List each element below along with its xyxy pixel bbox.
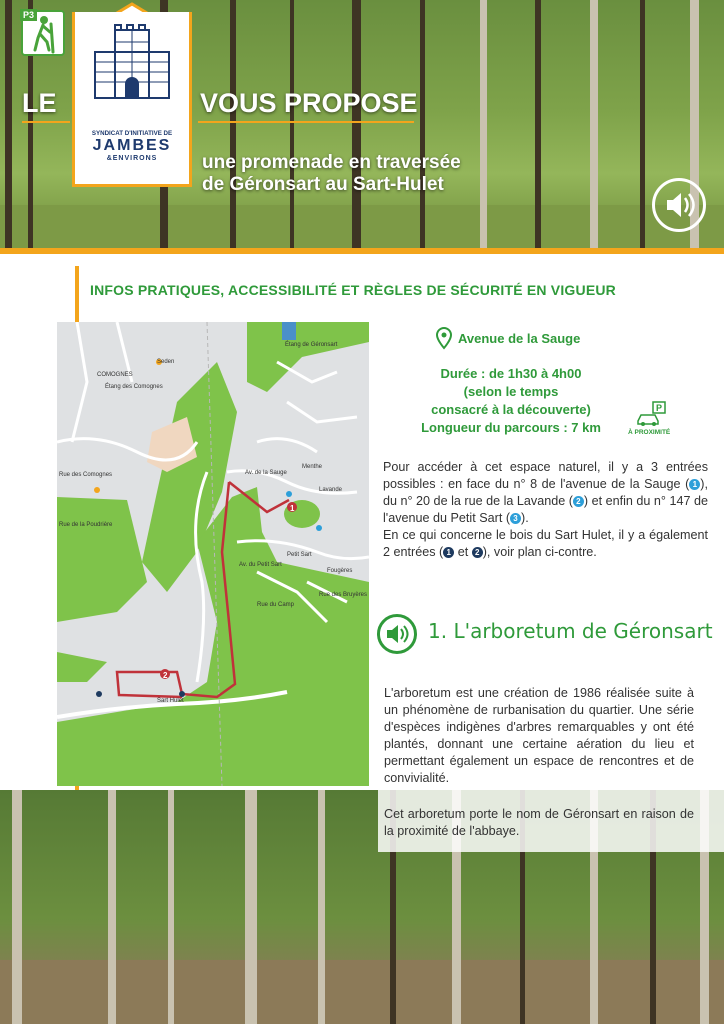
le-word: LE bbox=[22, 88, 57, 118]
vous-propose-title: VOUS PROPOSE bbox=[200, 88, 418, 118]
access-paragraph bbox=[383, 459, 708, 561]
logo-org-line3: &ENVIRONS bbox=[106, 155, 158, 162]
map-label: Av. de la Sauge bbox=[245, 470, 287, 476]
arboretum-title: 1. L'arboretum de Géronsart bbox=[428, 619, 713, 643]
map-label: Petit Sart bbox=[287, 552, 312, 558]
access-text: ). bbox=[521, 511, 529, 525]
logo-org-line1: SYNDICAT D'INITIATIVE DE bbox=[91, 130, 173, 137]
map-marker: 1 bbox=[290, 504, 295, 513]
parking-label: À PROXIMITÉ bbox=[628, 429, 671, 436]
access-text: et bbox=[454, 545, 472, 559]
address: Avenue de la Sauge bbox=[458, 331, 581, 346]
arboretum-audio-button[interactable] bbox=[377, 614, 417, 654]
access-text: ), du n° 20 de la rue de la Lavande ( bbox=[383, 477, 708, 508]
map-label: Étang des Comognes bbox=[105, 384, 163, 390]
speaker-icon bbox=[655, 181, 703, 229]
map-label: Lavande bbox=[319, 487, 343, 493]
logo bbox=[72, 12, 192, 187]
map-label: Sart Hulet bbox=[157, 698, 184, 704]
section-heading: INFOS PRATIQUES, ACCESSIBILITÉ ET RÈGLES DE SÉCURITÉ EN VIGUEUR bbox=[90, 282, 616, 298]
duration-line3: consacré à la découverte) bbox=[431, 402, 591, 417]
map-label: Menthe bbox=[302, 464, 323, 470]
duration-line1: Durée : de 1h30 à 4h00 bbox=[440, 366, 582, 381]
speaker-icon bbox=[380, 617, 414, 651]
p3-badge: P3 bbox=[20, 9, 37, 21]
badge: 2 bbox=[573, 496, 584, 507]
access-text: En ce qui concerne le bois du Sart Hulet, il y a également 2 entrées ( bbox=[383, 528, 708, 559]
parking-letter: P bbox=[656, 403, 663, 413]
badge: 3 bbox=[510, 513, 521, 524]
location-pin-icon bbox=[434, 326, 454, 350]
map-label: Fougères bbox=[327, 568, 353, 574]
map-label: COMOGNES bbox=[97, 372, 133, 378]
route-length: Longueur du parcours : 7 km bbox=[421, 420, 601, 435]
map-label: Rue des Bruyères bbox=[319, 592, 368, 598]
arboretum-para1: L'arboretum est une création de 1986 réalisée suite à un phénomène de rurbanisation du quartier. Une série d'espèces indigènes d'arbres remarquables y ont été plantés, donnant une certaine aération du lieu et permettant également un espace de rencontres et de convivialité. bbox=[384, 686, 694, 785]
map-label: Rue des Comognes bbox=[59, 472, 113, 478]
map-marker: 2 bbox=[163, 671, 168, 680]
arboretum-para2: Cet arboretum porte le nom de Géronsart en raison de la proximité de l'abbaye. bbox=[384, 807, 694, 838]
badge: 2 bbox=[472, 547, 483, 558]
badge: 1 bbox=[689, 479, 700, 490]
map-label: Étang de Géronsart bbox=[285, 342, 338, 348]
orange-divider bbox=[0, 248, 724, 254]
map-label: Rue de la Poudrière bbox=[59, 522, 113, 528]
route-map bbox=[57, 322, 369, 786]
map-label: Rue du Camp bbox=[257, 602, 295, 608]
subtitle-line1: une promenade en traversée bbox=[202, 152, 461, 173]
audio-button[interactable] bbox=[652, 178, 706, 232]
access-text: ), voir plan ci-contre. bbox=[482, 545, 597, 559]
subtitle bbox=[202, 152, 582, 196]
access-text: ) et enfin du n° 147 de l'avenue du Petit Sart ( bbox=[383, 494, 708, 525]
map-label: Av. du Petit Sart bbox=[239, 562, 282, 568]
badge: 1 bbox=[443, 547, 454, 558]
duration-line2: (selon le temps bbox=[463, 384, 559, 399]
subtitle-line2: de Géronsart au Sart-Hulet bbox=[202, 174, 444, 195]
castle-icon bbox=[75, 22, 189, 112]
logo-org-line2: JAMBES bbox=[92, 137, 172, 154]
access-text: Pour accéder à cet espace naturel, il y a 3 entrées possibles : en face du n° 8 de l'avenue de la Sauge ( bbox=[383, 460, 708, 491]
map-label: Seden bbox=[157, 359, 175, 365]
car-parking-icon bbox=[636, 401, 670, 427]
